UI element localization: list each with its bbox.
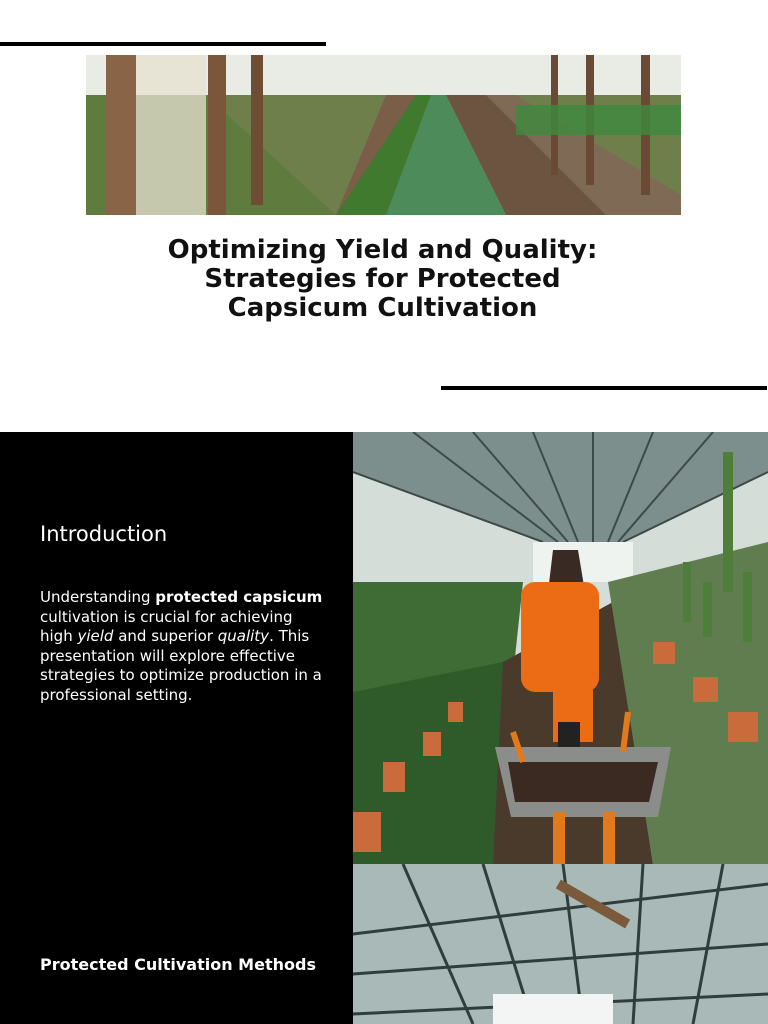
intro-italic-quality: quality: [217, 627, 270, 645]
intro-text-4: . This presentation will explore effective strategies to optimize production in a professional setting.: [40, 627, 322, 704]
title-line-2: Strategies for Protected: [204, 264, 561, 294]
middle-divider-line: [441, 386, 767, 390]
title-line-1: Optimizing Yield and Quality:: [167, 235, 598, 265]
introduction-paragraph: [40, 588, 325, 705]
introduction-heading: Introduction: [40, 522, 168, 546]
greenhouse-roof-photo: [353, 864, 768, 1024]
intro-bold-term: protected capsicum: [155, 588, 323, 606]
intro-text-2: cultivation is crucial for achieving high: [40, 607, 293, 645]
intro-text-3: and superior: [113, 627, 218, 645]
hero-field-photo: [86, 55, 681, 215]
intro-text-1: Understanding: [40, 588, 156, 606]
greenhouse-worker-photo: [353, 432, 768, 864]
page-title: [110, 236, 655, 323]
title-line-3: Capsicum Cultivation: [227, 293, 538, 323]
top-divider-line: [0, 42, 326, 46]
content-panel: [0, 432, 353, 1024]
intro-italic-yield: yield: [77, 627, 114, 645]
methods-heading: Protected Cultivation Methods: [40, 955, 316, 974]
